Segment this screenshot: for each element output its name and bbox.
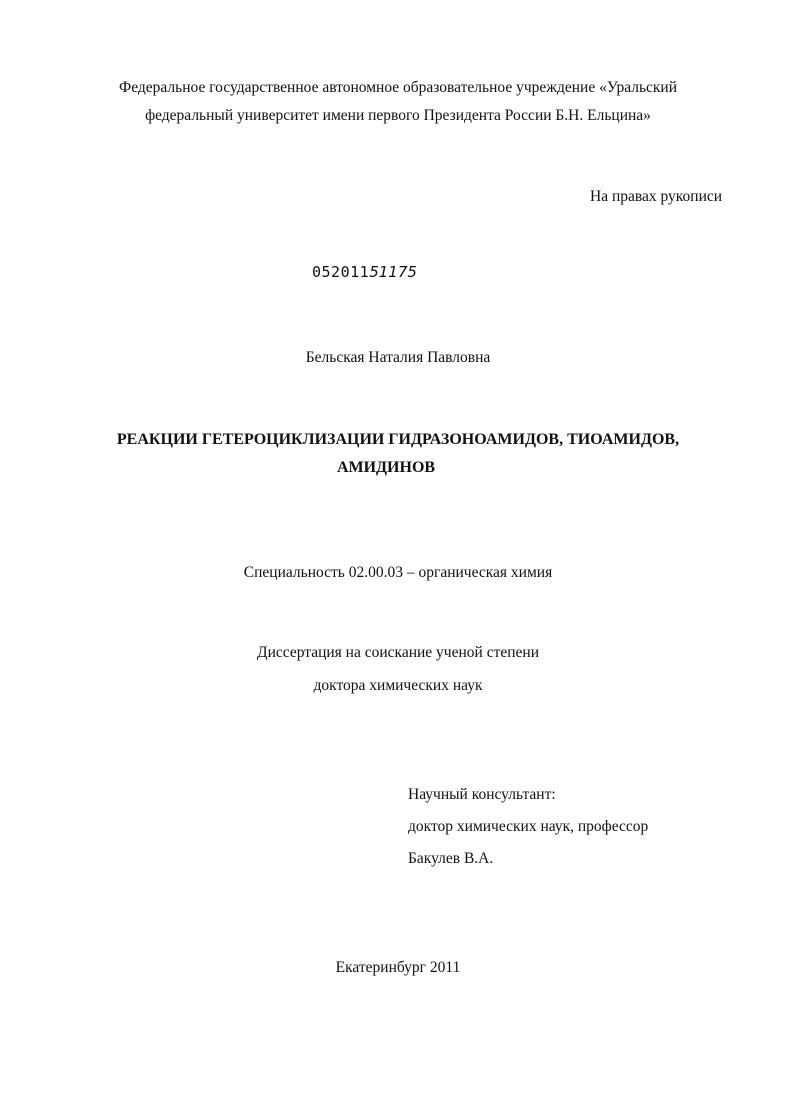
registration-number — [312, 262, 417, 282]
institution-line-2: федеральный университет имени первого Президента России Б.Н. Ельцина» — [145, 107, 651, 124]
dissertation-title-line-1: РЕАКЦИИ ГЕТЕРОЦИКЛИЗАЦИИ ГИДРАЗОНОАМИДОВ, ТИОАМИДОВ, — [116, 431, 680, 448]
registration-number-printed: 052011 — [312, 263, 370, 281]
author-name: Бельская Наталия Павловна — [305, 349, 491, 366]
city-year: Екатеринбург 2011 — [335, 959, 461, 976]
institution-line-1: Федеральное государственное автономное образовательное учреждение «Уральский — [118, 79, 678, 96]
degree-line-2: доктора химических наук — [313, 677, 483, 694]
specialty: Специальность 02.00.03 – органическая химия — [243, 564, 553, 581]
dissertation-title-line-2: АМИДИНОВ — [336, 459, 436, 476]
manuscript-rights-note: На правах рукописи — [590, 188, 723, 205]
registration-number-handwritten: 51175 — [369, 263, 417, 281]
consultant-label: Научный консультант: — [408, 786, 556, 803]
consultant-name: Бакулев В.А. — [408, 850, 494, 867]
consultant-degree: доктор химических наук, профессор — [408, 818, 649, 835]
degree-line-1: Диссертация на соискание ученой степени — [257, 644, 539, 661]
